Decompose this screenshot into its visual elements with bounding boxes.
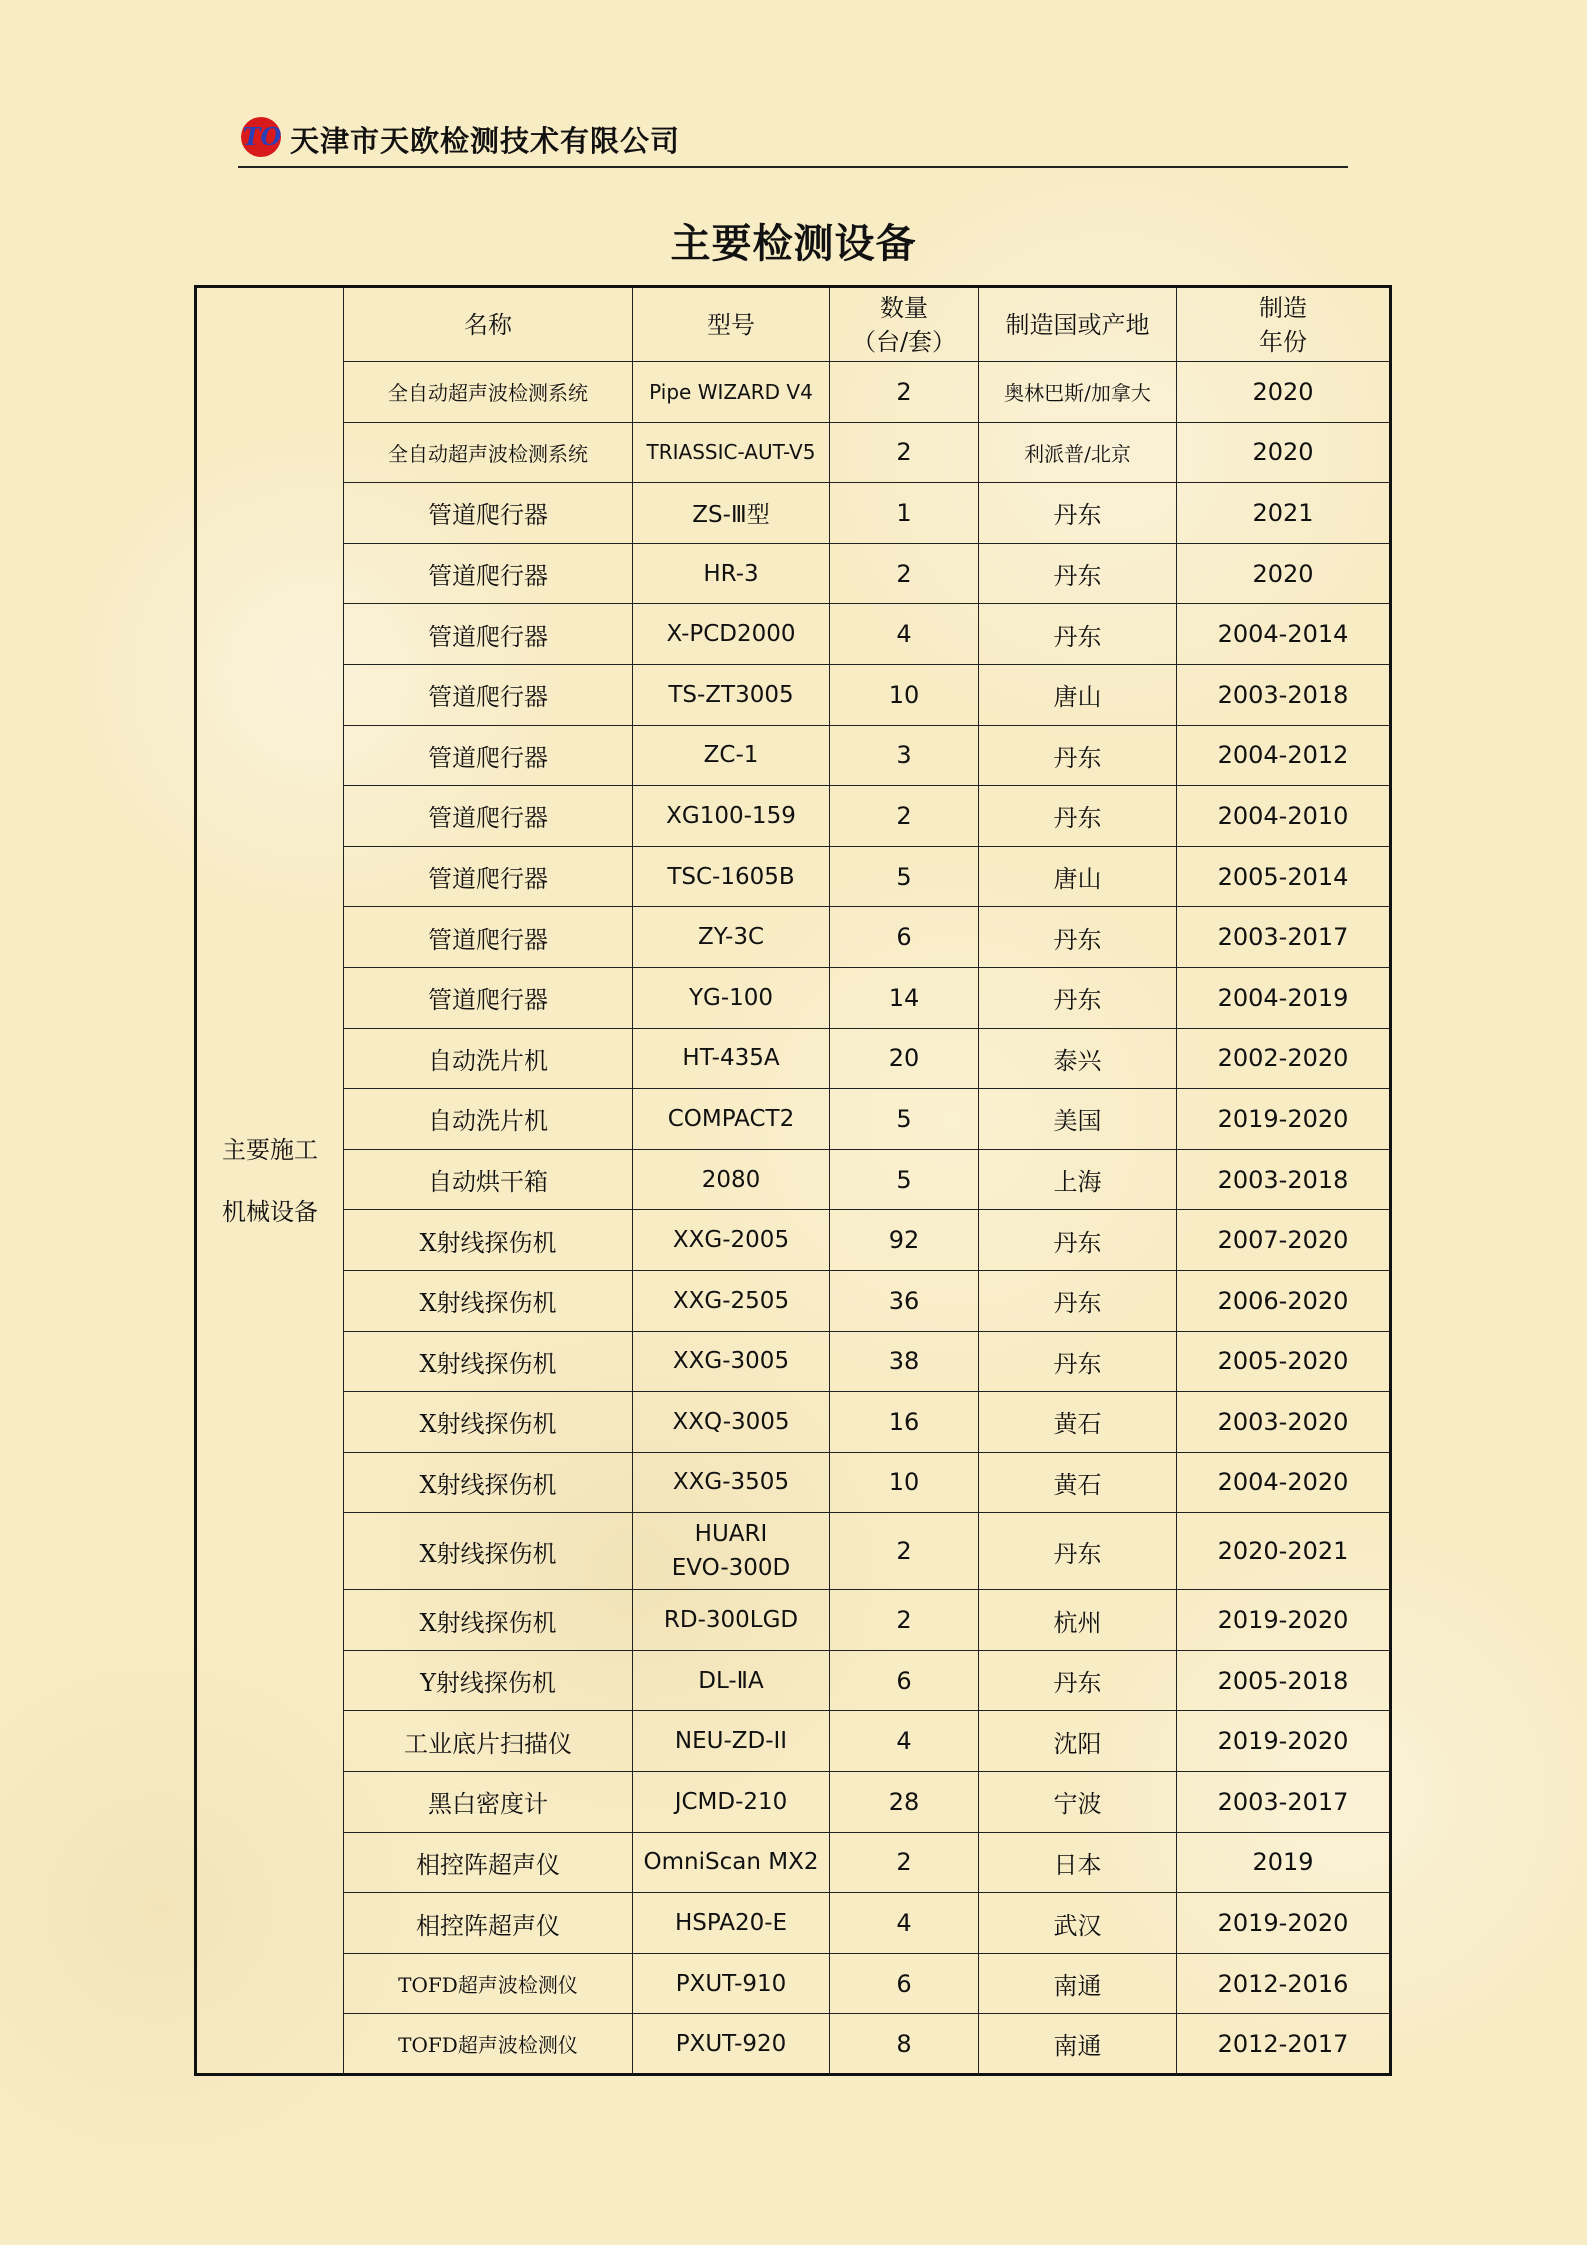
equipment-name-cell: 管道爬行器 [344, 967, 633, 1028]
origin-cell: 利派普/北京 [979, 422, 1177, 483]
model-cell: HR-3 [633, 543, 830, 604]
year-cell: 2005-2018 [1177, 1650, 1391, 1711]
year-cell: 2003-2018 [1177, 664, 1391, 725]
equipment-name-cell: 全自动超声波检测系统 [344, 422, 633, 483]
year-header-line-2: 年份 [1259, 327, 1307, 356]
origin-cell: 美国 [979, 1089, 1177, 1150]
table-row [196, 1772, 1391, 1833]
quantity-cell: 2 [830, 543, 979, 604]
table-row [196, 483, 1391, 544]
quantity-cell: 5 [830, 1089, 979, 1150]
origin-cell: 日本 [979, 1832, 1177, 1893]
quantity-cell: 2 [830, 1832, 979, 1893]
quantity-cell: 2 [830, 786, 979, 847]
column-header-origin: 制造国或产地 [979, 287, 1177, 362]
quantity-cell: 5 [830, 846, 979, 907]
quantity-cell: 2 [830, 1513, 979, 1590]
equipment-name-cell: 管道爬行器 [344, 664, 633, 725]
origin-cell: 奥林巴斯/加拿大 [979, 362, 1177, 423]
table-row [196, 967, 1391, 1028]
table-row [196, 1392, 1391, 1453]
quantity-cell: 4 [830, 1893, 979, 1954]
model-line-1: HUARI [694, 1521, 768, 1548]
equipment-name-cell: 自动洗片机 [344, 1028, 633, 1089]
model-cell: TS-ZT3005 [633, 664, 830, 725]
model-cell: PXUT-910 [633, 1953, 830, 2014]
quantity-cell: 6 [830, 907, 979, 968]
equipment-table [194, 285, 1392, 2076]
equipment-name-cell: X射线探伤机 [344, 1331, 633, 1392]
table-row [196, 1331, 1391, 1392]
origin-cell: 丹东 [979, 543, 1177, 604]
origin-cell: 唐山 [979, 846, 1177, 907]
quantity-cell: 14 [830, 967, 979, 1028]
quantity-cell: 2 [830, 422, 979, 483]
origin-cell: 沈阳 [979, 1711, 1177, 1772]
table-row [196, 362, 1391, 423]
table-row [196, 1893, 1391, 1954]
table-row [196, 846, 1391, 907]
model-cell: OmniScan MX2 [633, 1832, 830, 1893]
equipment-name-cell: 管道爬行器 [344, 725, 633, 786]
equipment-name-cell: 管道爬行器 [344, 786, 633, 847]
origin-cell: 黄石 [979, 1392, 1177, 1453]
origin-cell: 泰兴 [979, 1028, 1177, 1089]
column-header-name: 名称 [344, 287, 633, 362]
model-cell: XG100-159 [633, 786, 830, 847]
quantity-cell: 2 [830, 1590, 979, 1651]
year-cell: 2020-2021 [1177, 1513, 1391, 1590]
model-cell: NEU-ZD-II [633, 1711, 830, 1772]
year-cell: 2004-2019 [1177, 967, 1391, 1028]
model-cell: PXUT-920 [633, 2014, 830, 2075]
model-cell: TRIASSIC-AUT-V5 [633, 422, 830, 483]
year-cell: 2019-2020 [1177, 1893, 1391, 1954]
model-cell: XXG-3005 [633, 1331, 830, 1392]
table-row [196, 543, 1391, 604]
year-cell: 2019-2020 [1177, 1089, 1391, 1150]
equipment-name-cell: 自动烘干箱 [344, 1149, 633, 1210]
origin-cell: 宁波 [979, 1772, 1177, 1833]
table-row [196, 907, 1391, 968]
year-cell: 2004-2014 [1177, 604, 1391, 665]
origin-cell: 杭州 [979, 1590, 1177, 1651]
origin-cell: 丹东 [979, 604, 1177, 665]
year-cell: 2003-2017 [1177, 1772, 1391, 1833]
model-cell: HSPA20-E [633, 1893, 830, 1954]
equipment-name-cell: X射线探伤机 [344, 1392, 633, 1453]
equipment-name-cell: 相控阵超声仪 [344, 1893, 633, 1954]
model-cell: JCMD-210 [633, 1772, 830, 1833]
equipment-name-cell: X射线探伤机 [344, 1270, 633, 1331]
equipment-name-cell: 黑白密度计 [344, 1772, 633, 1833]
origin-cell: 丹东 [979, 1513, 1177, 1590]
equipment-name-cell: X射线探伤机 [344, 1452, 633, 1513]
origin-cell: 丹东 [979, 907, 1177, 968]
table-row [196, 2014, 1391, 2075]
model-cell: ZS-Ⅲ型 [633, 483, 830, 544]
category-cell [196, 287, 344, 2075]
year-cell: 2020 [1177, 543, 1391, 604]
quantity-cell: 10 [830, 664, 979, 725]
model-cell: HT-435A [633, 1028, 830, 1089]
quantity-cell: 8 [830, 2014, 979, 2075]
quantity-cell: 2 [830, 362, 979, 423]
model-cell: TSC-1605B [633, 846, 830, 907]
column-header-year [1177, 287, 1391, 362]
year-cell: 2020 [1177, 422, 1391, 483]
year-cell: 2021 [1177, 483, 1391, 544]
table-row [196, 1149, 1391, 1210]
model-cell: XXG-2505 [633, 1270, 830, 1331]
year-cell: 2004-2010 [1177, 786, 1391, 847]
equipment-name-cell: X射线探伤机 [344, 1590, 633, 1651]
table-row [196, 786, 1391, 847]
origin-cell: 南通 [979, 2014, 1177, 2075]
table-row [196, 1513, 1391, 1590]
origin-cell: 黄石 [979, 1452, 1177, 1513]
origin-cell: 丹东 [979, 483, 1177, 544]
origin-cell: 丹东 [979, 725, 1177, 786]
equipment-name-cell: TOFD超声波检测仪 [344, 1953, 633, 2014]
table-row [196, 725, 1391, 786]
quantity-cell: 10 [830, 1452, 979, 1513]
table-row [196, 1270, 1391, 1331]
origin-cell: 丹东 [979, 1270, 1177, 1331]
model-cell: YG-100 [633, 967, 830, 1028]
year-cell: 2012-2016 [1177, 1953, 1391, 2014]
equipment-name-cell: 管道爬行器 [344, 846, 633, 907]
table-body [196, 287, 1391, 2075]
year-cell: 2003-2018 [1177, 1149, 1391, 1210]
equipment-name-cell: TOFD超声波检测仪 [344, 2014, 633, 2075]
equipment-name-cell: 全自动超声波检测系统 [344, 362, 633, 423]
model-cell: Pipe WIZARD V4 [633, 362, 830, 423]
origin-cell: 唐山 [979, 664, 1177, 725]
quantity-cell: 6 [830, 1650, 979, 1711]
equipment-name-cell: 自动洗片机 [344, 1089, 633, 1150]
page-title: 主要检测设备 [670, 221, 917, 267]
table-row [196, 1711, 1391, 1772]
model-cell: DL-ⅡA [633, 1650, 830, 1711]
table-row [196, 1832, 1391, 1893]
origin-cell: 上海 [979, 1149, 1177, 1210]
origin-cell: 武汉 [979, 1893, 1177, 1954]
table-row [196, 1452, 1391, 1513]
table-row [196, 664, 1391, 725]
table-row [196, 1210, 1391, 1271]
origin-cell: 丹东 [979, 786, 1177, 847]
qty-header-line-2: （台/套） [851, 327, 957, 356]
year-cell: 2019 [1177, 1832, 1391, 1893]
column-header-qty [830, 287, 979, 362]
origin-cell: 丹东 [979, 967, 1177, 1028]
table-row [196, 1953, 1391, 2014]
column-header-model: 型号 [633, 287, 830, 362]
company-name: 天津市天欧检测技术有限公司 [290, 124, 681, 158]
year-header-line-1: 制造 [1259, 293, 1307, 322]
year-cell: 2003-2017 [1177, 907, 1391, 968]
quantity-cell: 16 [830, 1392, 979, 1453]
category-line-1: 主要施工 [222, 1135, 318, 1164]
table-header-row [196, 287, 1391, 362]
model-cell: RD-300LGD [633, 1590, 830, 1651]
year-cell: 2004-2012 [1177, 725, 1391, 786]
year-cell: 2006-2020 [1177, 1270, 1391, 1331]
quantity-cell: 4 [830, 1711, 979, 1772]
equipment-name-cell: X射线探伤机 [344, 1513, 633, 1590]
category-line-2: 机械设备 [222, 1197, 318, 1226]
year-cell: 2003-2020 [1177, 1392, 1391, 1453]
year-cell: 2019-2020 [1177, 1711, 1391, 1772]
equipment-name-cell: 管道爬行器 [344, 907, 633, 968]
svg-text:TO: TO [242, 122, 282, 151]
year-cell: 2002-2020 [1177, 1028, 1391, 1089]
quantity-cell: 92 [830, 1210, 979, 1271]
quantity-cell: 6 [830, 1953, 979, 2014]
origin-cell: 丹东 [979, 1650, 1177, 1711]
model-cell: ZC-1 [633, 725, 830, 786]
model-cell [633, 1513, 830, 1590]
equipment-name-cell: 工业底片扫描仪 [344, 1711, 633, 1772]
origin-cell: 南通 [979, 1953, 1177, 2014]
model-cell: XXQ-3005 [633, 1392, 830, 1453]
quantity-cell: 20 [830, 1028, 979, 1089]
model-cell: X-PCD2000 [633, 604, 830, 665]
origin-cell: 丹东 [979, 1331, 1177, 1392]
table-row [196, 1590, 1391, 1651]
table-row [196, 604, 1391, 665]
year-cell: 2004-2020 [1177, 1452, 1391, 1513]
equipment-name-cell: 相控阵超声仪 [344, 1832, 633, 1893]
quantity-cell: 5 [830, 1149, 979, 1210]
origin-cell: 丹东 [979, 1210, 1177, 1271]
equipment-name-cell: Y射线探伤机 [344, 1650, 633, 1711]
quantity-cell: 4 [830, 604, 979, 665]
quantity-cell: 36 [830, 1270, 979, 1331]
year-cell: 2020 [1177, 362, 1391, 423]
model-cell: 2080 [633, 1149, 830, 1210]
equipment-name-cell: 管道爬行器 [344, 543, 633, 604]
quantity-cell: 38 [830, 1331, 979, 1392]
model-line-2: EVO-300D [671, 1555, 791, 1582]
company-logo [238, 112, 288, 162]
qty-header-line-1: 数量 [880, 293, 928, 322]
table-row [196, 422, 1391, 483]
quantity-cell: 3 [830, 725, 979, 786]
table-row [196, 1650, 1391, 1711]
year-cell: 2012-2017 [1177, 2014, 1391, 2075]
year-cell: 2007-2020 [1177, 1210, 1391, 1271]
year-cell: 2005-2020 [1177, 1331, 1391, 1392]
quantity-cell: 1 [830, 483, 979, 544]
model-cell: ZY-3C [633, 907, 830, 968]
table-row [196, 1028, 1391, 1089]
model-cell: COMPACT2 [633, 1089, 830, 1150]
equipment-name-cell: X射线探伤机 [344, 1210, 633, 1271]
page-header [238, 112, 1348, 168]
model-cell: XXG-3505 [633, 1452, 830, 1513]
year-cell: 2005-2014 [1177, 846, 1391, 907]
equipment-name-cell: 管道爬行器 [344, 483, 633, 544]
table-row [196, 1089, 1391, 1150]
year-cell: 2019-2020 [1177, 1590, 1391, 1651]
model-cell: XXG-2005 [633, 1210, 830, 1271]
equipment-name-cell: 管道爬行器 [344, 604, 633, 665]
quantity-cell: 28 [830, 1772, 979, 1833]
